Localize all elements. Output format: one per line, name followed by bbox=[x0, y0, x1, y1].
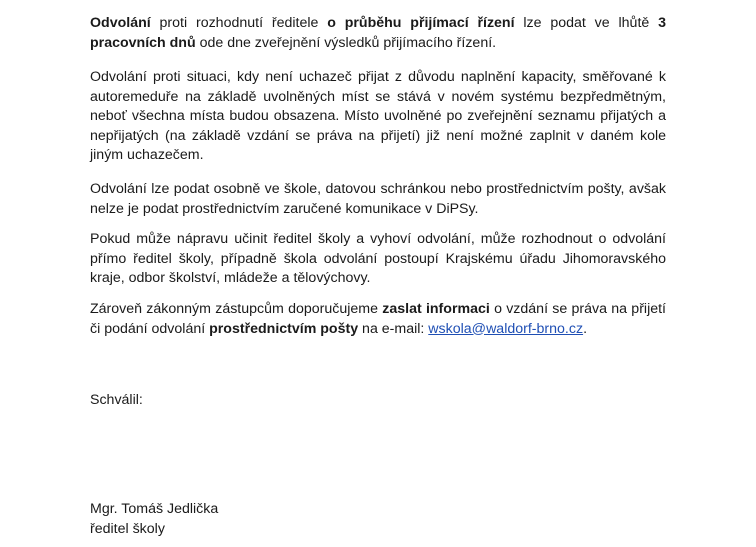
signatory-role: ředitel školy bbox=[90, 521, 165, 537]
signatory-name: Mgr. Tomáš Jedlička bbox=[90, 501, 219, 517]
text-segment: ode dne zveřejnění výsledků přijímacího řízení. bbox=[195, 34, 497, 51]
text-segment: na e-mail: bbox=[358, 320, 429, 337]
bold-three-days: 3 pracovních dnů bbox=[90, 15, 666, 51]
text-segment: o vzdání se práva na přijetí či podání odvolání bbox=[90, 301, 666, 337]
paragraph-appeal-deadline bbox=[90, 14, 666, 53]
paragraph-contact bbox=[90, 300, 666, 339]
paragraph-capacity: Odvolání proti situaci, kdy není uchazeč přijat z důvodu naplnění kapacity, směřované k autoremeduře na základě uvolněných míst se stává v novém systému bezpředmětným, neboť všechna místa budou obsazena. Místo uvolněné po zveřejnění seznamu přijatých a nepřijatých (na základě vzdání se práva na přijetí) již není možné zaplnit v daném kole jiným uchazečem. bbox=[90, 69, 666, 163]
bold-send-info: zaslat informaci bbox=[382, 301, 490, 317]
bold-admission-process: o průběhu přijímací řízení bbox=[327, 15, 515, 31]
text-segment: lze podat ve lhůtě bbox=[514, 15, 659, 31]
approved-label: Schválil: bbox=[90, 392, 143, 408]
text-segment: Zároveň zákonným zástupcům doporučujeme bbox=[90, 301, 383, 317]
paragraph-submission-methods: Odvolání lze podat osobně ve škole, datovou schránkou nebo prostřednictvím pošty, avšak nelze je podat prostřednictvím zaručené komunikace v DiPSy. bbox=[90, 181, 666, 217]
text-segment: . bbox=[583, 320, 588, 337]
bold-appeal: Odvolání bbox=[90, 15, 151, 31]
paragraph-remedy: Pokud může nápravu učinit ředitel školy a vyhoví odvolání, může rozhodnout o odvolání přímo ředitel školy, případně škola odvolání postoupí Krajskému úřadu Jihomoravského kraje, odbor školství, mládeže a tělovýchovy. bbox=[90, 231, 666, 286]
text-segment: proti rozhodnutí ředitele bbox=[150, 15, 328, 31]
email-link[interactable]: wskola@waldorf-brno.cz bbox=[428, 320, 584, 337]
bold-by-post: prostřednictvím pošty bbox=[209, 320, 359, 337]
